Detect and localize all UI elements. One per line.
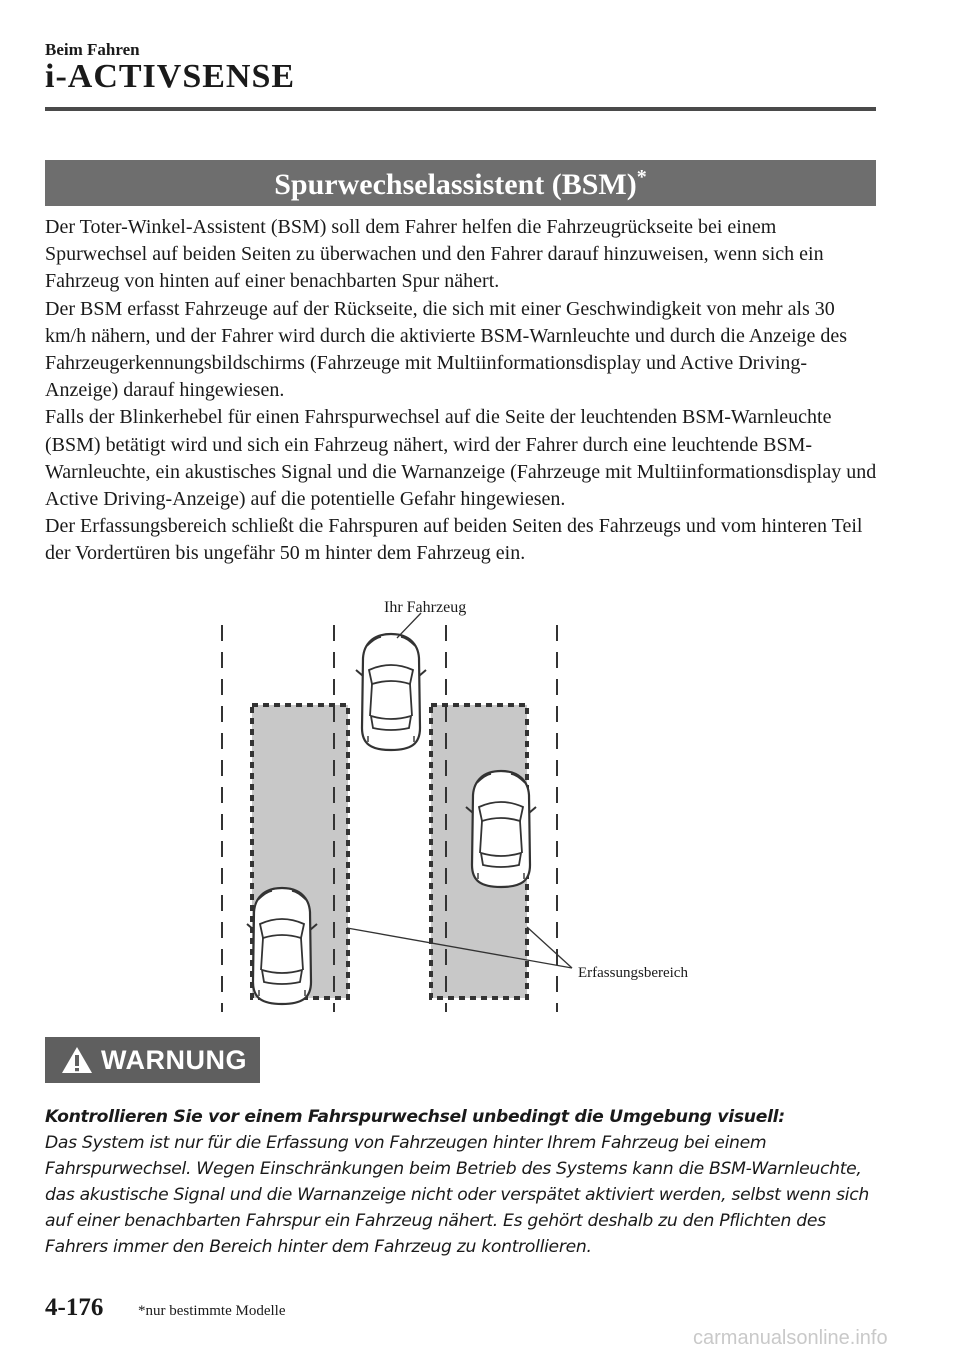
label-own-vehicle: Ihr Fahrzeug <box>384 599 467 616</box>
model-footnote-marker: * <box>636 166 647 188</box>
warning-label: WARNUNG <box>101 1044 247 1075</box>
page-number: 4-176 <box>45 1294 104 1321</box>
section-title-bar <box>45 160 876 206</box>
warning-text <box>45 1104 885 1260</box>
paragraph-turn-signal: Falls der Blinkerhebel für einen Fahrspurwechsel auf die Seite der leuchtenden BSM-Warnleuchte (BSM) betätigt wird und sich ein Fahrzeug nähert, wird der Fahrer durch eine leuchtende BSM-Warnleuchte, ein akustisches Signal und die Warnanzeige (Fahrzeuge mit Multiinformationsdisplay und Active Driving-Anzeige) auf die potentielle Gefahr hingewiesen. <box>45 406 877 511</box>
label-detection-area: Erfassungsbereich <box>578 965 688 981</box>
vehicle-leader-line <box>397 613 421 638</box>
detection-area-diagram <box>0 590 960 1020</box>
warning-triangle-icon <box>61 1046 93 1074</box>
paragraph-intro: Der Toter-Winkel-Assistent (BSM) soll dem Fahrer helfen die Fahrzeugrückseite bei einem Spurwechsel auf beiden Seiten zu überwachen und den Fahrer darauf hinzuweisen, wenn sich ein Fahrzeug von hinten auf einer benachbarten Spur nähert. <box>45 216 824 293</box>
body-text <box>45 214 880 568</box>
warning-badge <box>45 1037 260 1083</box>
warning-lead: Kontrollieren Sie vor einem Fahrspurwechsel unbedingt die Umgebung visuell: <box>45 1107 785 1127</box>
paragraph-detection: Der BSM erfasst Fahrzeuge auf der Rückseite, die sich mit einer Geschwindigkeit von mehr als 30 km/h nähern, und der Fahrer wird durch die aktivierte BSM-Warnleuchte und durch die Anzeige des Fahrzeugerkennungsbildschirms (Fahrzeuge mit Multiinformationsdisplay und Active Driving-Anzeige) darauf hingewiesen. <box>45 297 848 402</box>
footnote: *nur bestimmte Modelle <box>138 1303 286 1319</box>
watermark: carmanualsonline.info <box>693 1327 888 1349</box>
header-rule <box>45 107 876 111</box>
chapter-title: i-ACTIVSENSE <box>45 58 296 95</box>
left-lane-car <box>247 888 317 1004</box>
paragraph-detection-area: Der Erfassungsbereich schließt die Fahrspuren auf beiden Seiten des Fahrzeugs und vom hinteren Teil der Vordertüren bis ungefähr 50 m hinter dem Fahrzeug ein. <box>45 515 863 565</box>
own-vehicle-car <box>356 634 426 750</box>
warning-body: Das System ist nur für die Erfassung von Fahrzeugen hinter Ihrem Fahrzeug bei einem Fahrspurwechsel. Wegen Einschränkungen beim Betrieb des Systems kann die BSM-Warnleuchte, das akustische Signal und die Warnanzeige nicht oder verspätet aktiviert werden, selbst wenn sich auf einer benachbarten Fahrspur ein Fahrzeug nähert. Es gehört deshalb zu den Pflichten des Fahrers immer den Bereich hinter dem Fahrzeug zu kontrollieren. <box>45 1133 869 1257</box>
right-lane-car <box>466 771 536 887</box>
section-title: Spurwechselassistent (BSM) <box>274 168 637 201</box>
section-label: Beim Fahren <box>45 40 140 59</box>
